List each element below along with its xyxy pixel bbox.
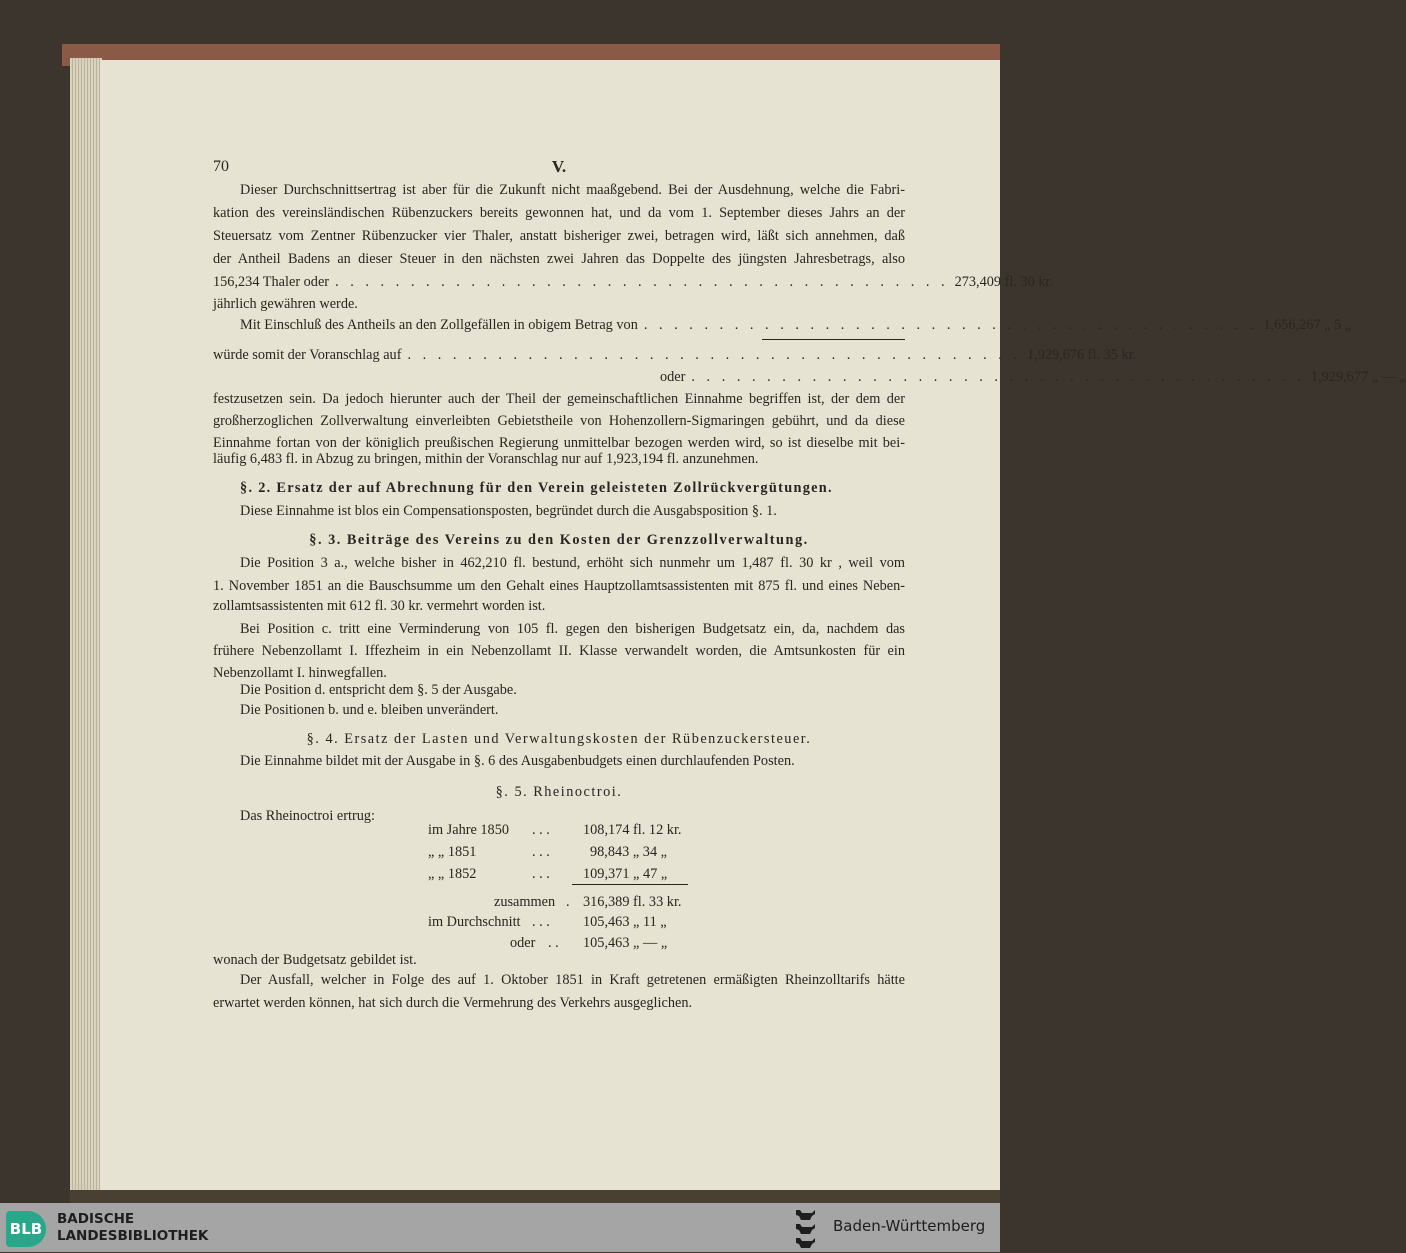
text-line: Dieser Durchschnittsertrag ist aber für die Zukunft nicht maaßgebend. Bei der Ausdehnung, welche die Fabri- — [240, 182, 905, 198]
amount-line — [213, 345, 1137, 365]
lions-coat-of-arms-icon — [793, 1207, 819, 1249]
sum-rule — [762, 339, 905, 340]
text-line: erwartet werden können, hat sich durch die Vermehrung des Verkehrs ausgeglichen. — [213, 995, 693, 1011]
text-line: Diese Einnahme ist blos ein Compensationsposten, begründet durch die Ausgabsposition §. 1. — [240, 503, 777, 519]
section-heading: §. 3. Beiträge des Vereins zu den Kosten der Grenzzollverwaltung. — [309, 532, 809, 548]
book-bottom-edge — [70, 1190, 1000, 1203]
dot-leader: . . . . . . . . . . . . . . . . . . . . . . . . . . . . . . . . . . . . . . . . . — [691, 369, 1305, 385]
table-row-amount: 105,463 „ — „ — [583, 935, 668, 951]
line-label: Mit Einschluß des Antheils an den Zollgefällen in obigem Betrag von — [240, 317, 638, 333]
amount-line — [213, 272, 1054, 292]
text-line: kation des vereinsländischen Rübenzuckers bereits gewonnen hat, und da vom 1. September dieses Jahrs an der — [213, 205, 905, 221]
table-row-dots: . . — [548, 935, 559, 951]
blb-logo[interactable]: BLB — [6, 1211, 46, 1247]
library-name-line1: BADISCHE — [57, 1211, 135, 1227]
table-row-amount: 108,174 fl. 12 kr. — [583, 822, 682, 838]
text-line: zollamtsassistenten mit 612 fl. 30 kr. vermehrt worden ist. — [213, 598, 546, 614]
text-line: Die Position d. entspricht dem §. 5 der Ausgabe. — [240, 682, 517, 698]
library-name[interactable] — [57, 1211, 208, 1245]
line-label: 156,234 Thaler oder — [213, 274, 330, 290]
table-row-label: zusammen — [494, 894, 556, 910]
text-line: der Antheil Badens an dieser Steuer in den nächsten zwei Jahren das Doppelte des jüngsten Jahresbetrags, also — [213, 251, 905, 267]
text-line: Die Einnahme bildet mit der Ausgabe in §. 6 des Ausgabenbudgets einen durchlaufenden Posten. — [240, 753, 795, 769]
text-line: frühere Nebenzollamt I. Iffezheim in ein Nebenzollamt II. Klasse verwandelt worden, die Amtsunkosten für ein — [213, 643, 905, 659]
table-row-amount: 105,463 „ 11 „ — [583, 914, 667, 930]
table-row-dots: . . . — [532, 822, 550, 838]
table-row-dots: . — [566, 894, 570, 910]
text-line: Die Position 3 a., welche bisher in 462,210 fl. bestund, erhöht sich nunmehr um 1,487 fl. 30 kr , weil vom — [240, 555, 905, 571]
text-line: Nebenzollamt I. hinwegfallen. — [213, 665, 387, 681]
sum-rule — [572, 884, 688, 885]
dot-leader: . . . . . . . . . . . . . . . . . . . . . . . . . . . . . . . . . . . . . . . . . — [643, 317, 1258, 333]
text-line: Steuersatz vom Zentner Rübenzucker vier Thaler, anstatt bisheriger zwei, betragen wird, läßt sich annehmen, daß — [213, 228, 905, 244]
amount-line — [240, 315, 1352, 335]
text-line: Bei Position c. tritt eine Verminderung von 105 fl. gegen den bisherigen Budgetsatz ein, da, nachdem das — [240, 621, 905, 637]
text-line: festzusetzen sein. Da jedoch hierunter auch der Theil der gemeinschaftlichen Einnahme begriffen ist, der dem der — [213, 391, 905, 407]
line-label: oder — [660, 369, 686, 385]
dot-leader: . . . . . . . . . . . . . . . . . . . . . . . . . . . . . . . . . . . . . . . . . — [335, 274, 949, 290]
line-amount: 1,656,267 „ 5 „ — [1263, 317, 1352, 333]
state-name[interactable]: Baden-Württemberg — [833, 1217, 986, 1235]
line-amount: 1,929,677 „ — „ — [1310, 369, 1406, 385]
amount-line — [660, 367, 1406, 387]
line-amount: 1,929,676 fl. 35 kr. — [1026, 347, 1137, 363]
page-number: 70 — [213, 158, 229, 175]
table-row-dots: . . . — [532, 914, 550, 930]
text-line: 1. November 1851 an die Bauschsumme um den Gehalt eines Hauptzollamtsassistenten mit 875 fl. und eines Neben- — [213, 578, 905, 594]
text-line: jährlich gewähren werde. — [213, 296, 358, 312]
text-line: läufig 6,483 fl. in Abzug zu bringen, mithin der Voranschlag nur auf 1,923,194 fl. anzunehmen. — [213, 451, 759, 467]
table-row-amount: 109,371 „ 47 „ — [583, 866, 668, 882]
library-name-line2: LANDESBIBLIOTHEK — [57, 1228, 209, 1244]
text-line: Einnahme fortan von der königlich preußischen Regierung unmittelbar bezogen werden wird, so ist dieselbe mit bei- — [213, 435, 905, 451]
footer-bar — [0, 1203, 1000, 1252]
table-row-label: im Jahre 1850 — [428, 822, 509, 838]
table-row-dots: . . . — [532, 844, 550, 860]
text-line: Das Rheinoctroi ertrug: — [240, 808, 375, 824]
line-label: würde somit der Voranschlag auf — [213, 347, 402, 363]
table-row-dots: . . . — [532, 866, 550, 882]
text-line: großherzoglichen Zollverwaltung einverleibten Gebietstheile von Hohenzollern-Sigmaringen gebührt, und da diese — [213, 413, 905, 429]
page-stack-edge — [70, 58, 102, 1196]
section-heading: §. 5. Rheinoctroi. — [495, 784, 623, 800]
table-row-amount: 98,843 „ 34 „ — [590, 844, 668, 860]
text-line: wonach der Budgetsatz gebildet ist. — [213, 952, 417, 968]
section-heading: §. 4. Ersatz der Lasten und Verwaltungskosten der Rübenzuckersteuer. — [306, 731, 812, 747]
text-line: Der Ausfall, welcher in Folge des auf 1. Oktober 1851 in Kraft getretenen ermäßigten Rheinzolltarifs hätte — [240, 972, 905, 988]
text-line: Die Positionen b. und e. bleiben unverändert. — [240, 702, 499, 718]
table-row-label: im Durchschnitt — [428, 914, 521, 930]
table-row-label: „ „ 1851 — [428, 844, 477, 860]
chapter-heading: V. — [551, 157, 567, 176]
table-row-amount: 316,389 fl. 33 kr. — [583, 894, 682, 910]
line-amount: 273,409 fl. 30 kr. — [954, 274, 1054, 290]
dot-leader: . . . . . . . . . . . . . . . . . . . . . . . . . . . . . . . . . . . . . . . . . — [407, 347, 1021, 363]
table-row-label: „ „ 1852 — [428, 866, 477, 882]
section-heading: §. 2. Ersatz der auf Abrechnung für den Verein geleisteten Zollrückvergütungen. — [240, 480, 833, 496]
table-row-label: oder — [510, 935, 536, 951]
